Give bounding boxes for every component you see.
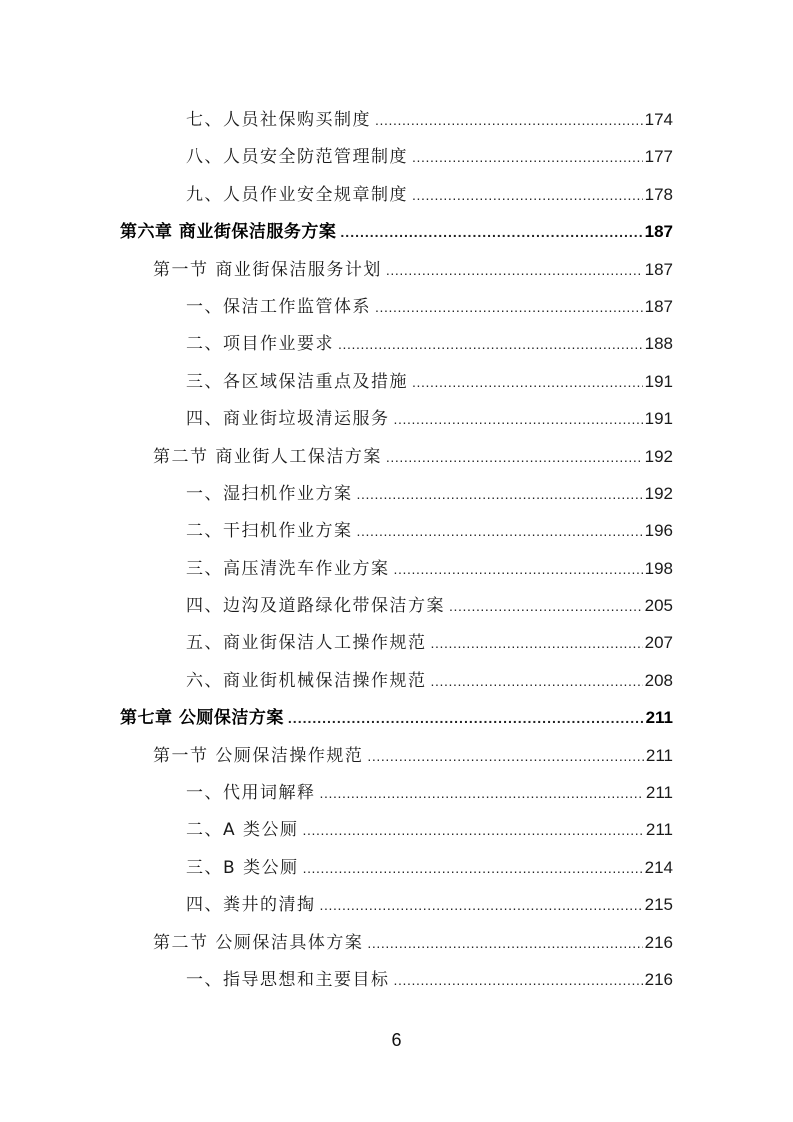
table-of-contents — [120, 101, 673, 998]
toc-page-number: 216 — [644, 932, 673, 952]
toc-section-entry[interactable] — [120, 737, 673, 774]
toc-entry-title: 四、商业街垃圾清运服务 — [186, 409, 390, 430]
toc-entry-title: 一、保洁工作监管体系 — [186, 296, 371, 317]
toc-entry-title: 第二节 商业街人工保洁方案 — [153, 446, 382, 467]
toc-leader-dots — [386, 439, 643, 476]
toc-entry-title: 第六章 商业街保洁服务方案 — [120, 222, 337, 243]
toc-entry-title: 九、人员作业安全规章制度 — [186, 184, 408, 205]
toc-entry-title: 一、代用词解释 — [186, 783, 316, 804]
toc-entry-title: 七、人员社保购买制度 — [186, 110, 371, 130]
toc-page-number: 211 — [645, 745, 673, 765]
toc-page-number: 216 — [644, 969, 673, 989]
toc-page-number: 215 — [644, 895, 673, 915]
toc-entry-title: 六、商业街机械保洁操作规范 — [186, 670, 427, 691]
toc-entry[interactable] — [120, 288, 673, 325]
toc-page-number: 192 — [644, 446, 673, 466]
toc-entry[interactable] — [120, 550, 673, 587]
toc-entry-title: 一、指导思想和主要目标 — [186, 969, 390, 990]
toc-entry[interactable] — [120, 811, 673, 848]
toc-leader-dots — [357, 513, 643, 550]
toc-entry[interactable] — [120, 961, 673, 998]
toc-leader-dots — [320, 775, 644, 812]
toc-leader-dots — [288, 700, 644, 737]
toc-entry-title: 五、商业街保洁人工操作规范 — [186, 633, 427, 654]
toc-chapter-entry[interactable] — [120, 213, 673, 250]
toc-page-number: 177 — [644, 147, 673, 167]
toc-entry[interactable] — [120, 512, 673, 549]
toc-leader-dots — [394, 401, 643, 438]
toc-leader-dots — [367, 925, 642, 962]
toc-page-number: 207 — [644, 633, 673, 653]
toc-entry[interactable] — [120, 624, 673, 661]
toc-leader-dots — [340, 214, 642, 251]
toc-entry[interactable] — [120, 400, 673, 437]
toc-entry[interactable] — [120, 101, 673, 138]
toc-entry[interactable] — [120, 363, 673, 400]
toc-entry[interactable] — [120, 587, 673, 624]
toc-entry-title: 三、高压清洗车作业方案 — [186, 558, 390, 579]
toc-page-number: 178 — [644, 184, 673, 204]
toc-page-number: 205 — [644, 596, 673, 616]
toc-leader-dots — [449, 588, 643, 625]
toc-leader-dots — [303, 812, 644, 849]
toc-section-entry[interactable] — [120, 438, 673, 475]
toc-page-number: 187 — [644, 296, 673, 316]
toc-page-number: 211 — [645, 783, 673, 803]
toc-chapter-entry[interactable] — [120, 699, 673, 736]
toc-page-number: 191 — [644, 371, 673, 391]
toc-leader-dots — [375, 289, 643, 326]
toc-page-number: 208 — [644, 670, 673, 690]
toc-entry[interactable] — [120, 849, 673, 886]
toc-entry-title: 二、干扫机作业方案 — [186, 521, 353, 542]
toc-leader-dots — [338, 326, 643, 363]
toc-leader-dots — [431, 663, 643, 700]
toc-leader-dots — [367, 738, 643, 775]
toc-leader-dots — [431, 625, 643, 662]
toc-leader-dots — [357, 476, 643, 513]
toc-section-entry[interactable] — [120, 251, 673, 288]
toc-entry[interactable] — [120, 886, 673, 923]
toc-entry-title: 三、B 类公厕 — [186, 857, 299, 878]
toc-page-number: 214 — [644, 857, 673, 877]
toc-entry-title: 第二节 公厕保洁具体方案 — [153, 932, 364, 953]
toc-entry[interactable] — [120, 774, 673, 811]
toc-section-entry[interactable] — [120, 924, 673, 961]
toc-page-number: 196 — [644, 521, 673, 541]
toc-leader-dots — [394, 962, 643, 999]
toc-entry-title: 第一节 商业街保洁服务计划 — [153, 259, 382, 280]
toc-page-number: 192 — [644, 483, 673, 503]
toc-leader-dots — [320, 887, 643, 924]
toc-entry[interactable] — [120, 475, 673, 512]
toc-leader-dots — [375, 102, 643, 139]
toc-leader-dots — [412, 139, 643, 176]
toc-page-number: 211 — [645, 820, 673, 840]
toc-entry-title: 三、各区域保洁重点及措施 — [186, 371, 408, 392]
toc-entry-title: 第一节 公厕保洁操作规范 — [153, 745, 364, 766]
toc-entry-title: 八、人员安全防范管理制度 — [186, 147, 408, 168]
toc-entry[interactable] — [120, 138, 673, 175]
toc-entry-title: 四、边沟及道路绿化带保洁方案 — [186, 596, 445, 617]
toc-leader-dots — [386, 252, 643, 289]
toc-entry-title: 一、湿扫机作业方案 — [186, 483, 353, 504]
toc-leader-dots — [303, 850, 643, 887]
toc-entry-title: 第七章 公厕保洁方案 — [120, 708, 284, 729]
toc-entry-title: 二、A 类公厕 — [186, 820, 299, 841]
toc-page-number: 191 — [644, 409, 673, 429]
toc-leader-dots — [412, 364, 643, 401]
toc-page-number: 187 — [644, 222, 673, 242]
toc-leader-dots — [394, 551, 643, 588]
toc-leader-dots — [412, 177, 643, 214]
toc-page-number: 174 — [644, 110, 673, 129]
page-number: 6 — [391, 1030, 402, 1050]
toc-page-number: 187 — [644, 259, 673, 279]
toc-entry-title: 四、粪井的清掏 — [186, 895, 316, 916]
toc-page-number: 198 — [644, 558, 673, 578]
toc-page-number: 211 — [645, 708, 673, 728]
toc-entry-title: 二、项目作业要求 — [186, 334, 334, 355]
toc-page-number: 188 — [644, 334, 673, 354]
toc-entry[interactable] — [120, 176, 673, 213]
toc-entry[interactable] — [120, 325, 673, 362]
toc-entry[interactable] — [120, 662, 673, 699]
